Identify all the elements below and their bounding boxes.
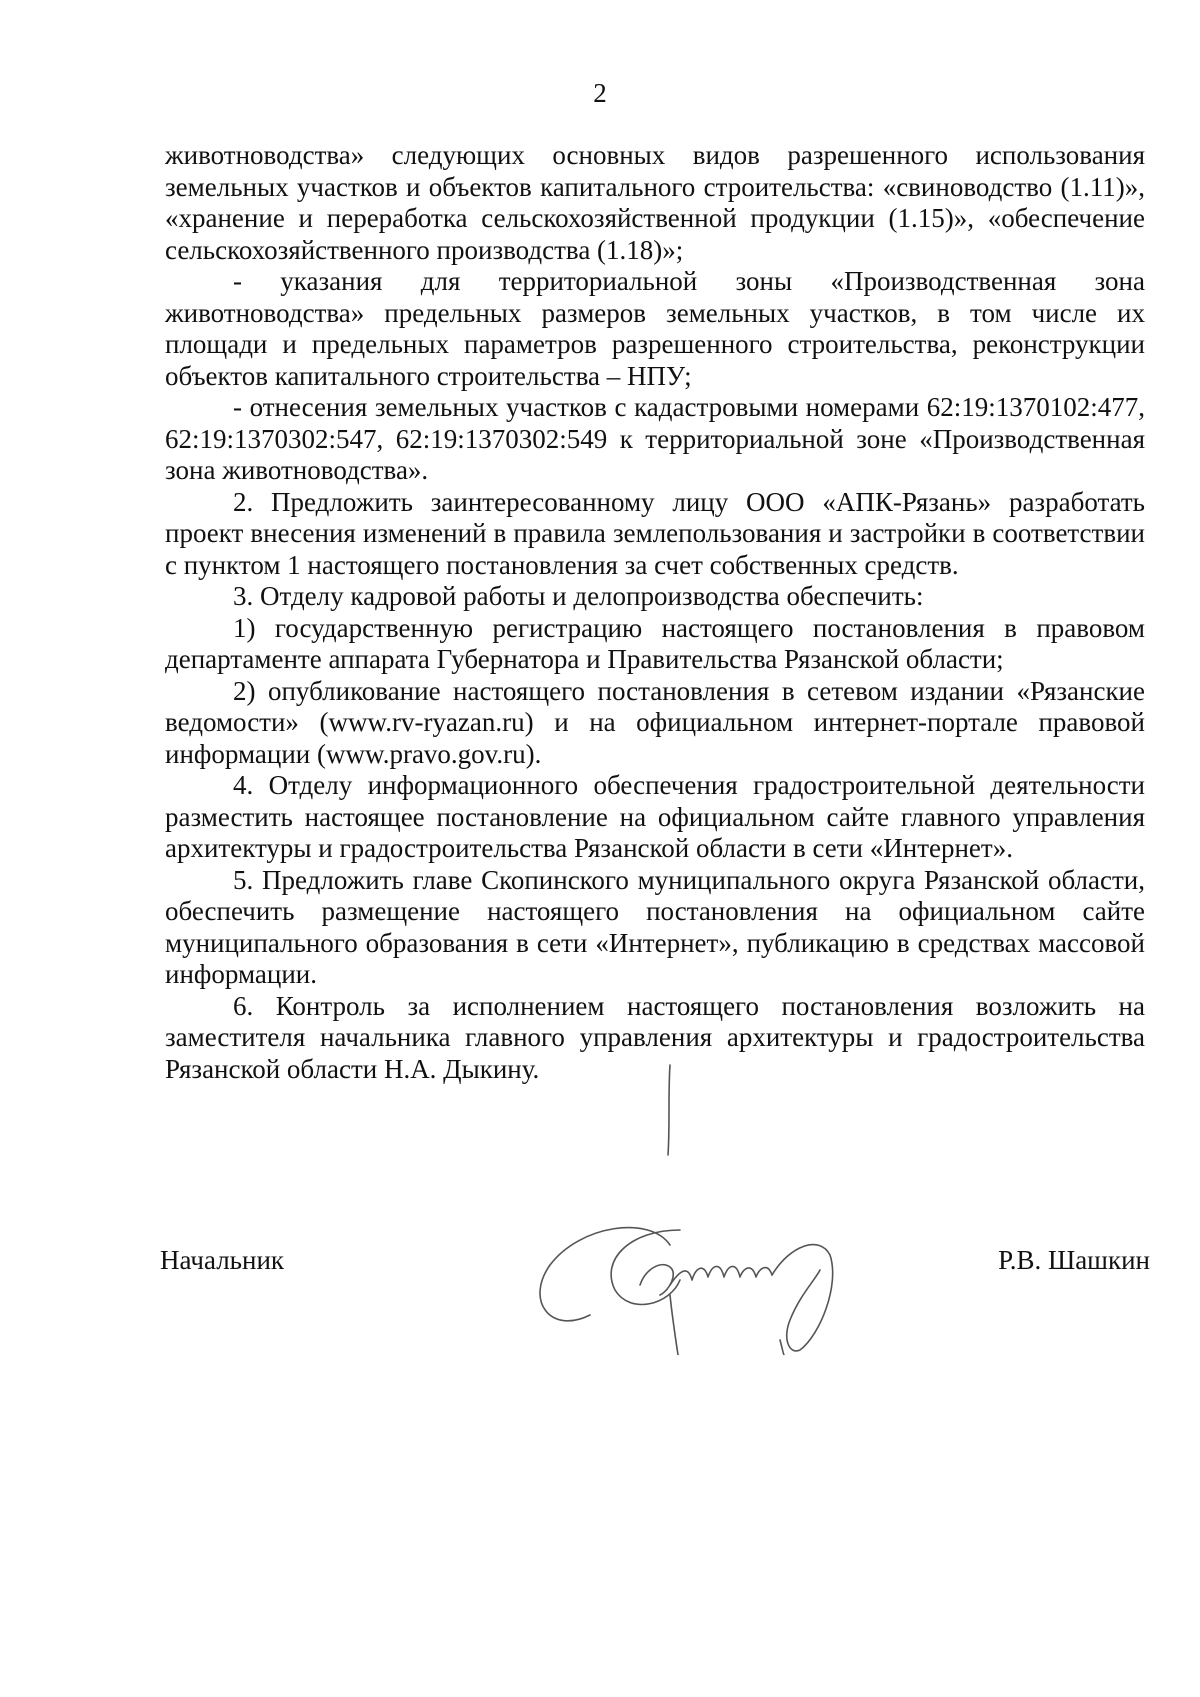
signatory-title: Начальник (160, 1245, 285, 1275)
handwritten-signature (520, 1055, 860, 1355)
paragraph-item-3-1: 1) государственную регистрацию настоящего постановления в правовом департаменте аппарата Губернатора и Правительства Рязанской области; (165, 612, 1145, 674)
paragraph-item-6: 6. Контроль за исполнением настоящего постановления возложить на заместителя начальника главного управления архитектуры и градостроительства Рязанской области Н.А. Дыкину. (165, 990, 1145, 1084)
paragraph-zone-size-limits: - указания для территориальной зоны «Производственная зона животноводства» предельных размеров земельных участков, в том числе их площади и предельных параметров разрешенного строительства, реконструкции объектов капитального строительства – НПУ; (165, 266, 1145, 391)
paragraph-cadastral-numbers: - отнесения земельных участков с кадастровыми номерами 62:19:1370102:477, 62:19:1370302:547, 62:19:1370302:549 к территориальной зоне «Производственная зона животноводства». (165, 392, 1145, 485)
page-number: 2 (593, 78, 607, 108)
paragraph-continuation: животноводства» следующих основных видов разрешенного использования земельных участков и объектов капитального строительства: «свиноводство (1.11)», «хранение и переработка сельскохозяйственной продукции (1.15)», «обеспечение сельскохозяйственного производства (1.18)»; (165, 140, 1145, 265)
paragraph-item-4: 4. Отделу информационного обеспечения градостроительной деятельности разместить настоящее постановление на официальном сайте главного управления архитектуры и градостроительства Рязанской области в сети «Интернет». (165, 770, 1145, 863)
paragraph-item-3: 3. Отделу кадровой работы и делопроизводства обеспечить: (233, 581, 924, 611)
signature-block (160, 1225, 1150, 1375)
paragraph-item-5: 5. Предложить главе Скопинского муниципального округа Рязанской области, обеспечить размещение настоящего постановления на официальном сайте муниципального образования в сети «Интернет», публикацию в средствах массовой информации. (165, 864, 1145, 989)
paragraph-item-2: 2. Предложить заинтересованному лицу ООО «АПК-Рязань» разработать проект внесения изменений в правила землепользования и застройки в соответствии с пунктом 1 настоящего постановления за счет собственных средств. (165, 486, 1145, 580)
document-body (165, 140, 1145, 1085)
signatory-name: Р.В. Шашкин (998, 1245, 1150, 1275)
paragraph-item-3-2: 2) опубликование настоящего постановления в сетевом издании «Рязанские ведомости» (www.rv-ryazan.ru) и на официальном интернет-портале правовой информации (www.pravo.gov.ru). (165, 675, 1145, 769)
